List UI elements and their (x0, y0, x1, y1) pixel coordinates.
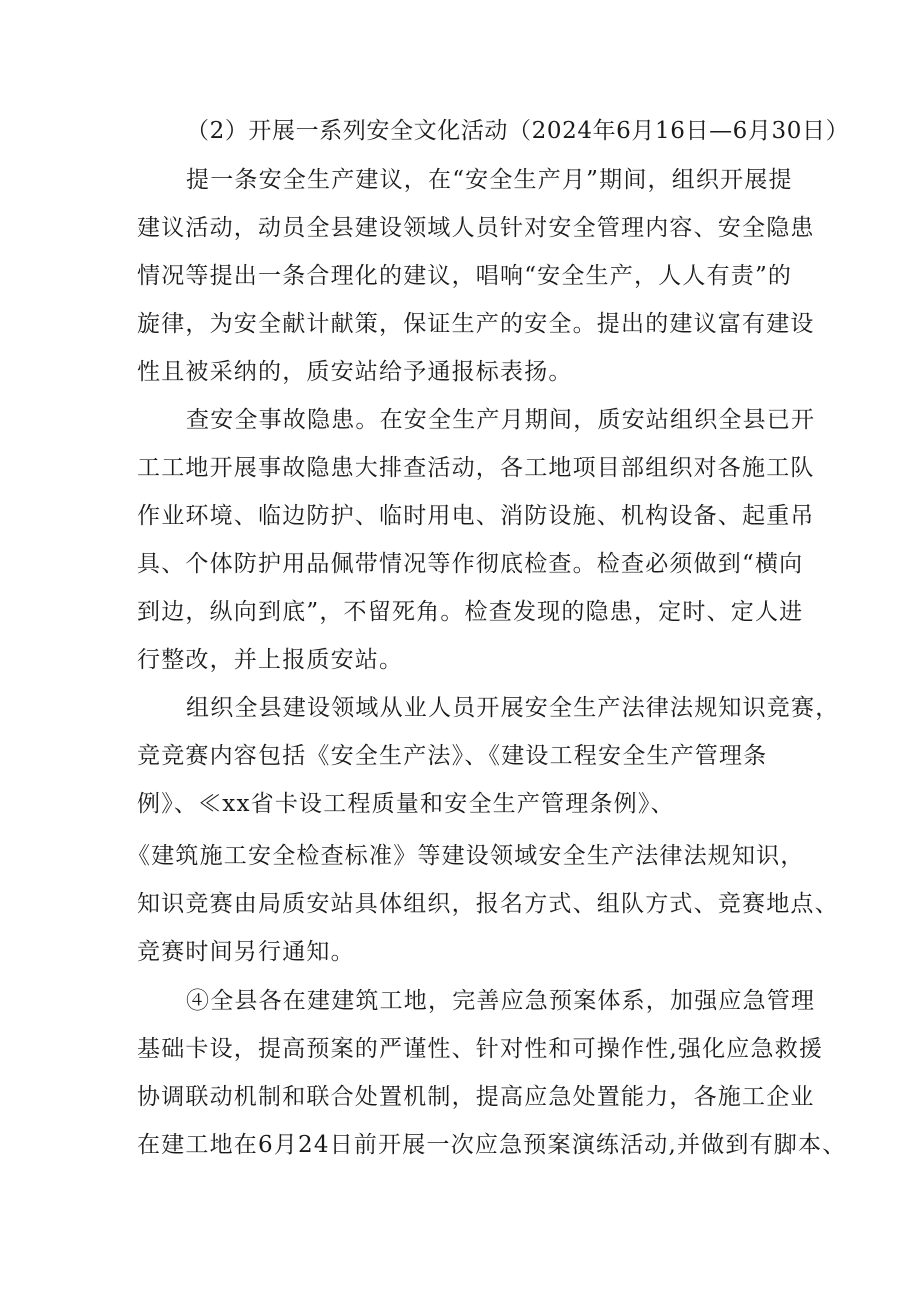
paragraph-line: 情况等提出一条合理化的建议，唱响“安全生产，人人有责”的 (137, 263, 793, 289)
paragraph-line: ④全县各在建建筑工地，完善应急预案体系，加强应急管理 (186, 988, 816, 1014)
paragraph-line: 性且被采纳的，质安站给予通报标表扬。 (137, 359, 573, 385)
paragraph-line: 知识竞赛由局质安站具体组织，报名方式、组队方式、竞赛地点、 (137, 891, 839, 917)
paragraph-line: 协调联动机制和联合处置机制，提高应急处置能力，各施工企业 (137, 1084, 815, 1110)
paragraph-line: 具、个体防护用品佩带情况等作彻底检查。检查必须做到“横向 (137, 551, 804, 577)
paragraph-line: 工工地开展事故隐患大排查活动，各工地项目部组织对各施工队 (137, 455, 815, 481)
paragraph-line: 例》、≪xx省卡设工程质量和安全生产管理条例》、 (137, 791, 675, 817)
paragraph-line: 组织全县建设领域从业人员开展安全生产法律法规知识竞赛， (186, 695, 840, 721)
paragraph-line: 到边，纵向到底”，不留死角。检查发现的隐患，定时、定人进 (137, 599, 804, 625)
paragraph-line: 作业环境、临边防护、临时用电、消防设施、机构设备、起重吊 (137, 503, 815, 529)
paragraph-line: 建议活动，动员全县建设领域人员针对安全管理内容、安全隐患 (137, 215, 815, 241)
paragraph-line: 《建筑施工安全检查标准》等建设领域安全生产法律法规知识， (127, 843, 805, 869)
paragraph-line: 基础卡设，提高预案的严谨性、针对性和可操作性,强化应急救援 (137, 1036, 824, 1062)
paragraph-line: 提一条安全生产建议，在“安全生产月”期间，组织开展提 (186, 167, 793, 193)
paragraph-line: 竞竞赛内容包括《安全生产法》、《建设工程安全生产管理条 (137, 743, 768, 769)
paragraph-line: 查安全事故隐患。在安全生产月期间，质安站组织全县已开 (186, 407, 816, 433)
paragraph-line: 竞赛时间另行通知。 (137, 939, 355, 965)
section-heading: （2）开展一系列安全文化活动（2024年6月16日—6月30日） (186, 118, 850, 144)
paragraph-line: 行整改，并上报质安站。 (137, 647, 404, 673)
paragraph-line: 在建工地在6月24日前开展一次应急预案演练活动,并做到有脚本、 (137, 1132, 847, 1158)
paragraph-line: 旋律，为安全献计献策，保证生产的安全。提出的建议富有建设 (137, 311, 815, 337)
